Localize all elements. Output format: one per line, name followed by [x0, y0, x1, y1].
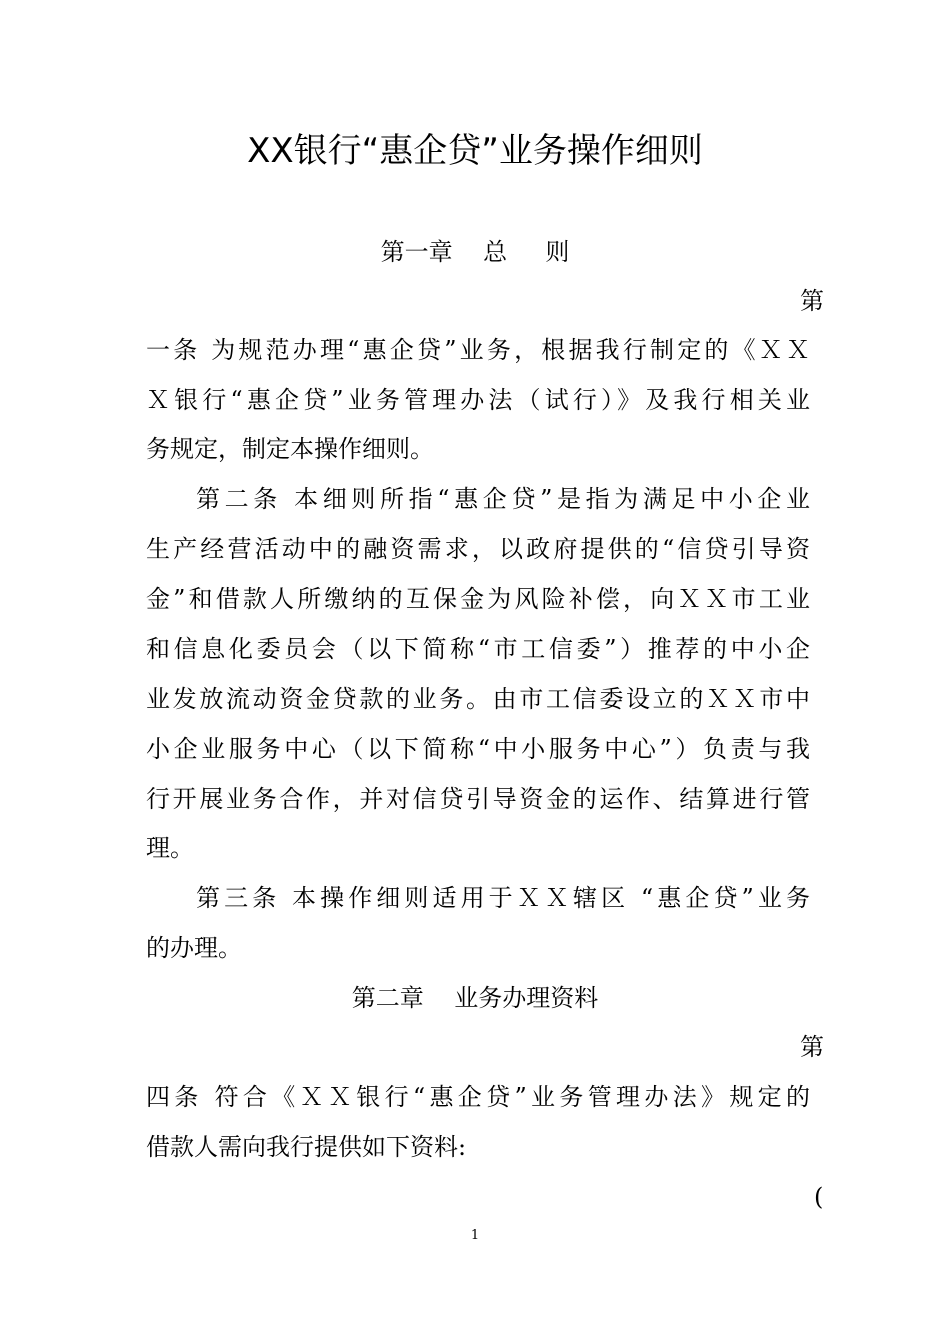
article-3-line: 的办理。	[146, 934, 242, 962]
article-4-line: 四条 符合《ＸＸ银行“惠企贷”业务管理办法》规定的	[146, 1083, 810, 1111]
article-2-line: 小企业服务中心（以下简称“中小服务中心”）负责与我	[146, 735, 810, 763]
article-2-line: 行开展业务合作，并对信贷引导资金的运作、结算进行管	[146, 785, 810, 813]
article-4-orphan-char: 第	[800, 1033, 824, 1061]
document-title: XX银行“惠企贷”业务操作细则	[247, 131, 703, 171]
article-2-line: 金”和借款人所缴纳的互保金为风险补偿，向ＸＸ市工业	[146, 585, 810, 613]
article-3-line: 第三条 本操作细则适用于ＸＸ辖区 “惠企贷”业务	[196, 884, 810, 912]
article-1-line: Ｘ银行“惠企贷”业务管理办法（试行）》及我行相关业	[146, 386, 810, 414]
article-4-line: 借款人需向我行提供如下资料:	[146, 1133, 467, 1161]
article-2-line: 第二条 本细则所指“惠企贷”是指为满足中小企业	[196, 485, 810, 513]
article-2-line: 生产经营活动中的融资需求，以政府提供的“信贷引导资	[146, 535, 810, 563]
article-2-line: 和信息化委员会（以下简称“市工信委”）推荐的中小企	[146, 635, 810, 663]
article-4-trailing-paren: (	[814, 1183, 824, 1211]
article-2-line: 业发放流动资金贷款的业务。由市工信委设立的ＸＸ市中	[146, 685, 810, 713]
page-number: 1	[470, 1228, 480, 1243]
article-1-orphan-char: 第	[800, 287, 824, 315]
chapter-heading-1: 第一章 总 则	[380, 238, 570, 266]
article-1-line: 务规定，制定本操作细则。	[146, 435, 434, 463]
article-2-line: 理。	[146, 834, 194, 862]
article-1-line: 一条 为规范办理“惠企贷”业务，根据我行制定的《ＸＸ	[146, 336, 810, 364]
chapter-heading-2: 第二章 业务办理资料	[351, 984, 599, 1012]
